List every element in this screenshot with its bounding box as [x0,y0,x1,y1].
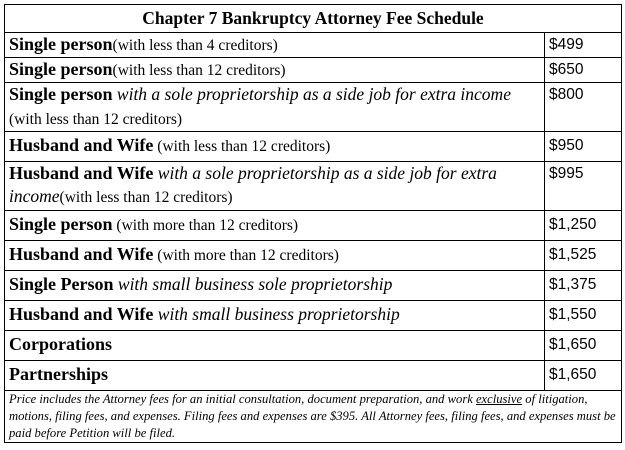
footnote-text: Price includes the Attorney fees for an initial consultation, document preparation, and work [9,392,476,406]
creditor-condition: (with less than 12 creditors) [112,62,286,79]
footnote-text: of litigation, motions, filing fees, and expenses. Filing fees and expenses are $395. All Attorney fees, filing fees, and expenses must be paid before Petition will be filed. [9,392,616,440]
creditor-condition: (with less than 12 creditors) [59,189,233,206]
fee-description [5,162,545,211]
fee-description [5,301,545,331]
table-row [5,241,622,271]
fee-price: $650 [545,58,622,83]
creditor-condition: (with less than 12 creditors) [153,138,331,155]
fee-price: $995 [545,162,622,211]
fee-description [5,33,545,58]
fee-price: $1,375 [545,271,622,301]
fee-price: $1,525 [545,241,622,271]
business-condition: with small business proprietorship [153,304,400,324]
business-condition: with small business sole proprietorship [113,274,393,294]
client-type: Husband and Wife [9,304,154,324]
business-condition: with a sole proprietorship as a side job for extra income [9,163,497,206]
fee-description [5,331,545,361]
creditor-condition: (with more than 12 creditors) [112,217,299,234]
footnote-underlined-word: exclusive [475,392,523,406]
fee-price: $800 [545,83,622,132]
fee-description [5,361,545,391]
table-row [5,33,622,58]
client-type: Single person [9,59,113,79]
table-row [5,132,622,162]
client-type: Single person [9,214,113,234]
table-title: Chapter 7 Bankruptcy Attorney Fee Schedule [5,5,622,33]
client-type: Partnerships [9,364,108,384]
client-type: Husband and Wife [9,163,154,183]
fee-price: $1,250 [545,211,622,241]
creditor-condition: (with less than 12 creditors) [9,111,183,128]
table-row [5,211,622,241]
fee-description [5,241,545,271]
fee-price: $1,550 [545,301,622,331]
creditor-condition: (with more than 12 creditors) [153,247,339,264]
fee-footnote [5,391,622,443]
fee-price: $1,650 [545,331,622,361]
creditor-condition: (with less than 4 creditors) [112,37,278,54]
fee-description [5,132,545,162]
client-type: Husband and Wife [9,244,154,264]
client-type: Single person [9,84,113,104]
fee-price: $950 [545,132,622,162]
client-type: Corporations [9,334,112,354]
fee-description [5,211,545,241]
table-row [5,331,622,361]
business-condition: with a sole proprietorship as a side job for extra income [112,84,511,104]
table-row [5,271,622,301]
fee-price: $499 [545,33,622,58]
client-type: Single person [9,34,113,54]
fee-description [5,83,545,132]
fee-schedule-table [4,4,622,443]
table-row [5,162,622,211]
table-row [5,391,622,443]
client-type: Husband and Wife [9,135,154,155]
table-row [5,83,622,132]
fee-description [5,58,545,83]
table-row [5,58,622,83]
table-row [5,301,622,331]
client-type: Single Person [9,274,114,294]
table-row [5,361,622,391]
fee-price: $1,650 [545,361,622,391]
fee-description [5,271,545,301]
